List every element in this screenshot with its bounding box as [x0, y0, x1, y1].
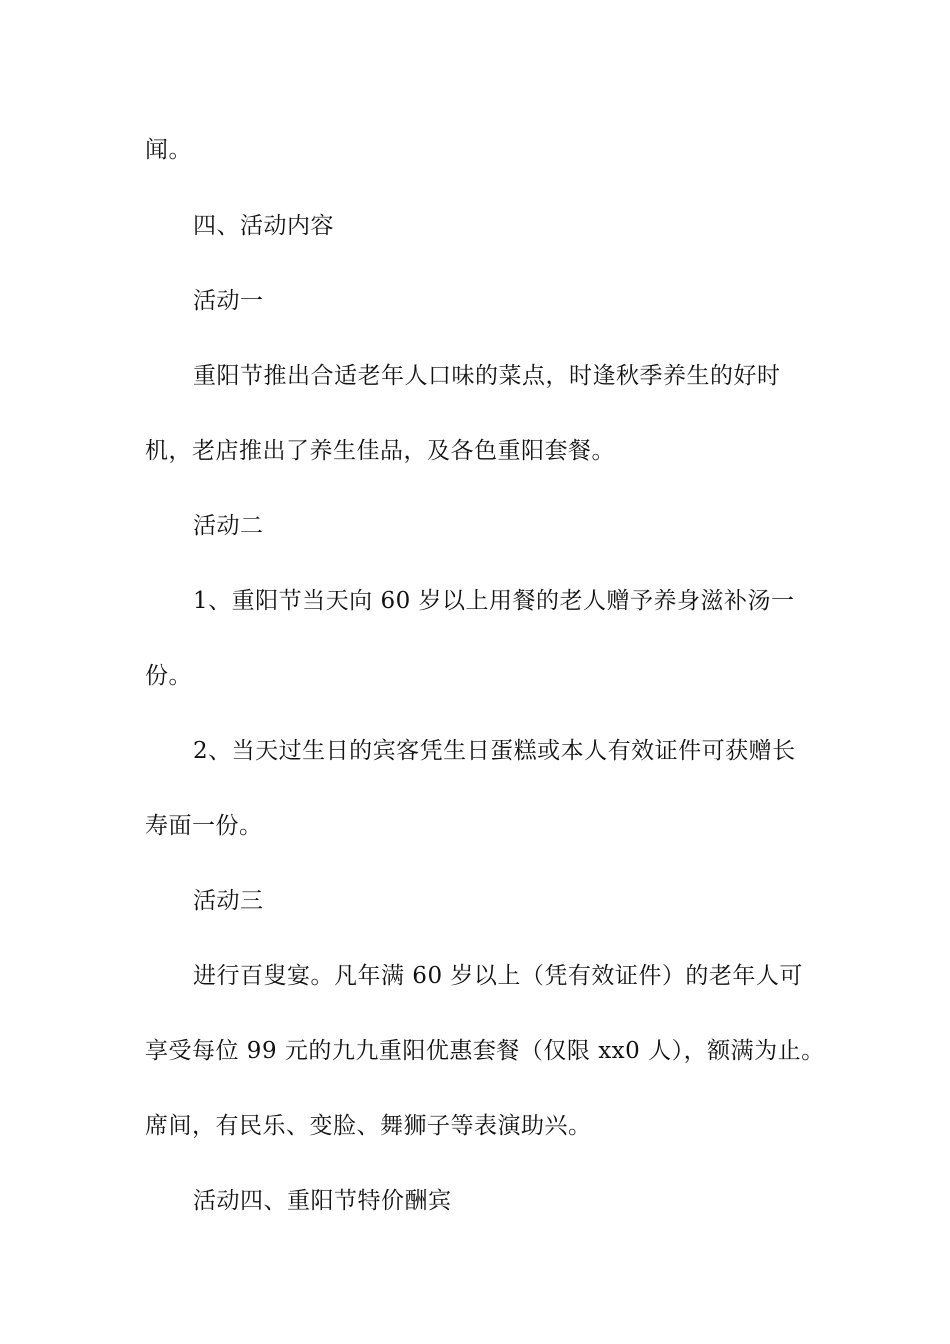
activity-heading-1: 活动一: [193, 288, 264, 314]
activity-heading-3: 活动三: [193, 888, 264, 914]
paragraph-continuation: 闻。: [145, 137, 192, 163]
list-item-line: 寿面一份。: [145, 813, 263, 839]
paragraph-line: 进行百叟宴。凡年满 60 岁以上（凭有效证件）的老年人可: [193, 963, 803, 989]
list-item-line: 份。: [145, 663, 192, 689]
paragraph-line: 机，老店推出了养生佳品，及各色重阳套餐。: [145, 438, 615, 464]
section-heading: 四、活动内容: [193, 213, 334, 239]
list-item-line: 2、当天过生日的宾客凭生日蛋糕或本人有效证件可获赠长: [193, 738, 796, 764]
paragraph-line: 重阳节推出合适老年人口味的菜点，时逢秋季养生的好时: [193, 363, 781, 389]
activity-heading-4: 活动四、重阳节特价酬宾: [193, 1188, 452, 1214]
list-item-line: 1、重阳节当天向 60 岁以上用餐的老人赠予养身滋补汤一: [193, 588, 795, 614]
paragraph-line: 享受每位 99 元的九九重阳优惠套餐（仅限 xx0 人），额满为止。: [145, 1038, 825, 1064]
paragraph-line: 席间，有民乐、变脸、舞狮子等表演助兴。: [145, 1113, 592, 1139]
activity-heading-2: 活动二: [193, 513, 264, 539]
